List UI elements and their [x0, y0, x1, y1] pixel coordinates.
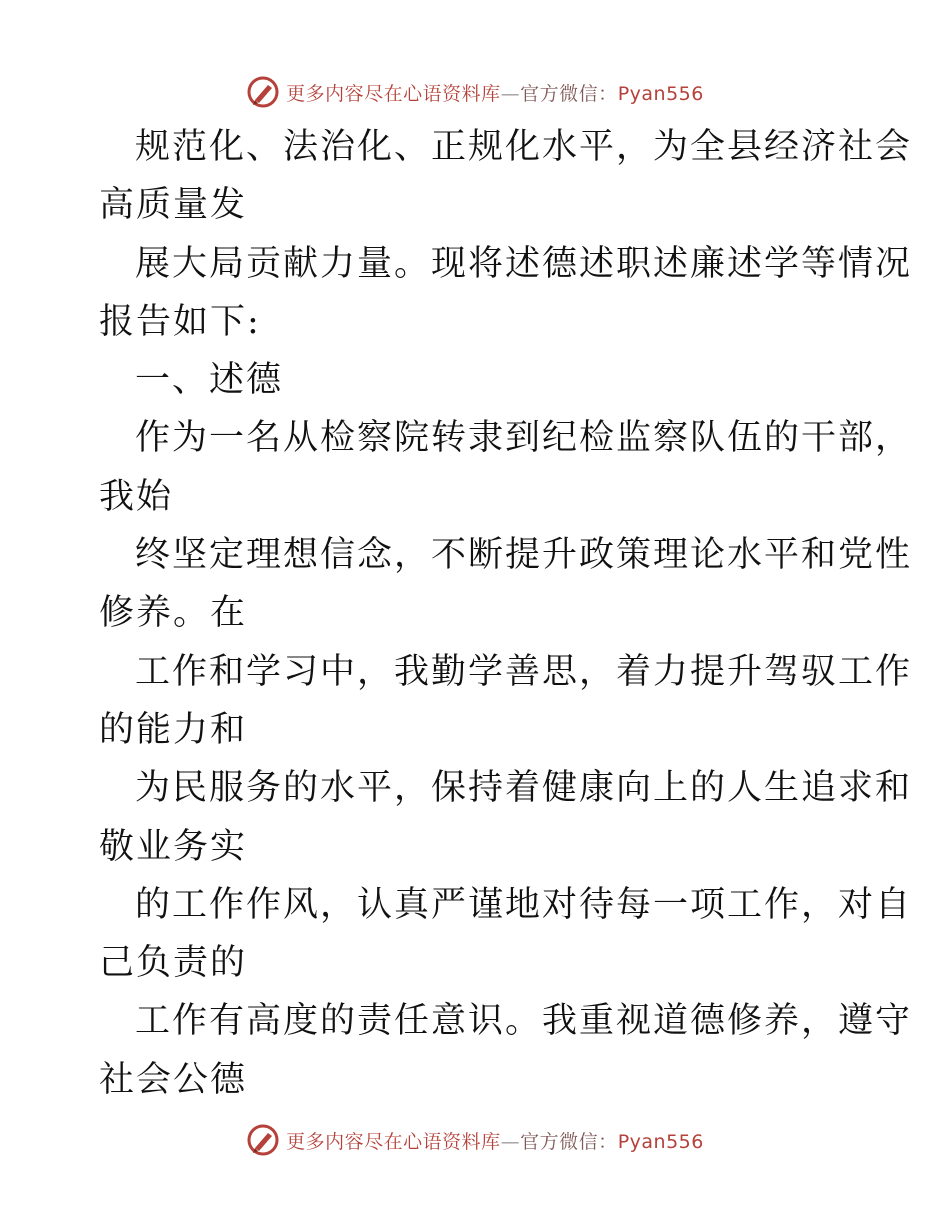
text-line: 规范化、法治化、正规化水平，为全县经济社会	[135, 127, 913, 167]
text-line: 工作和学习中，我勤学善思，着力提升驾驭工作	[135, 651, 913, 692]
text-line: 社会公德	[99, 1059, 248, 1100]
text-line: 作为一名从检察院转隶到纪检监察队伍的干部，	[135, 418, 913, 459]
text-line: 为民服务的水平，保持着健康向上的人生追求和	[135, 768, 913, 809]
text-line: 一、述德	[135, 360, 284, 401]
text-line: 敬业务实	[99, 826, 248, 867]
text-line: 我始	[99, 476, 174, 517]
text-line: 工作有高度的责任意识。我重视道德修养，遵守	[135, 1001, 913, 1042]
pen-logo-icon	[246, 75, 280, 109]
text-line: 的能力和	[99, 709, 248, 750]
watermark-wechat-id: Pyan556	[617, 82, 704, 105]
watermark-brand: 更多内容尽在心语资料库	[286, 82, 501, 105]
watermark-separator: —	[500, 82, 521, 105]
text-line: 己负责的	[99, 943, 248, 984]
text-line: 展大局贡献力量。现将述德述职述廉述学等情况	[135, 243, 913, 284]
text-line: 报告如下:	[99, 301, 261, 342]
watermark-wechat-id: Pyan556	[617, 1130, 704, 1153]
watermark-official: 官方微信：	[520, 1130, 618, 1153]
pen-logo-icon	[246, 1123, 280, 1157]
text-line: 的工作作风，认真严谨地对待每一项工作，对自	[135, 884, 913, 925]
watermark-official: 官方微信：	[520, 82, 618, 105]
watermark-text	[286, 1127, 704, 1154]
watermark-header	[0, 72, 950, 112]
document-body	[99, 118, 913, 1109]
text-line: 高质量发	[99, 185, 248, 226]
watermark-footer	[0, 1120, 950, 1160]
watermark-separator: —	[500, 1130, 521, 1153]
watermark-text	[286, 79, 704, 106]
watermark-brand: 更多内容尽在心语资料库	[286, 1130, 501, 1153]
text-line: 修养。在	[99, 593, 248, 634]
text-line: 终坚定理想信念，不断提升政策理论水平和党性	[135, 535, 913, 576]
